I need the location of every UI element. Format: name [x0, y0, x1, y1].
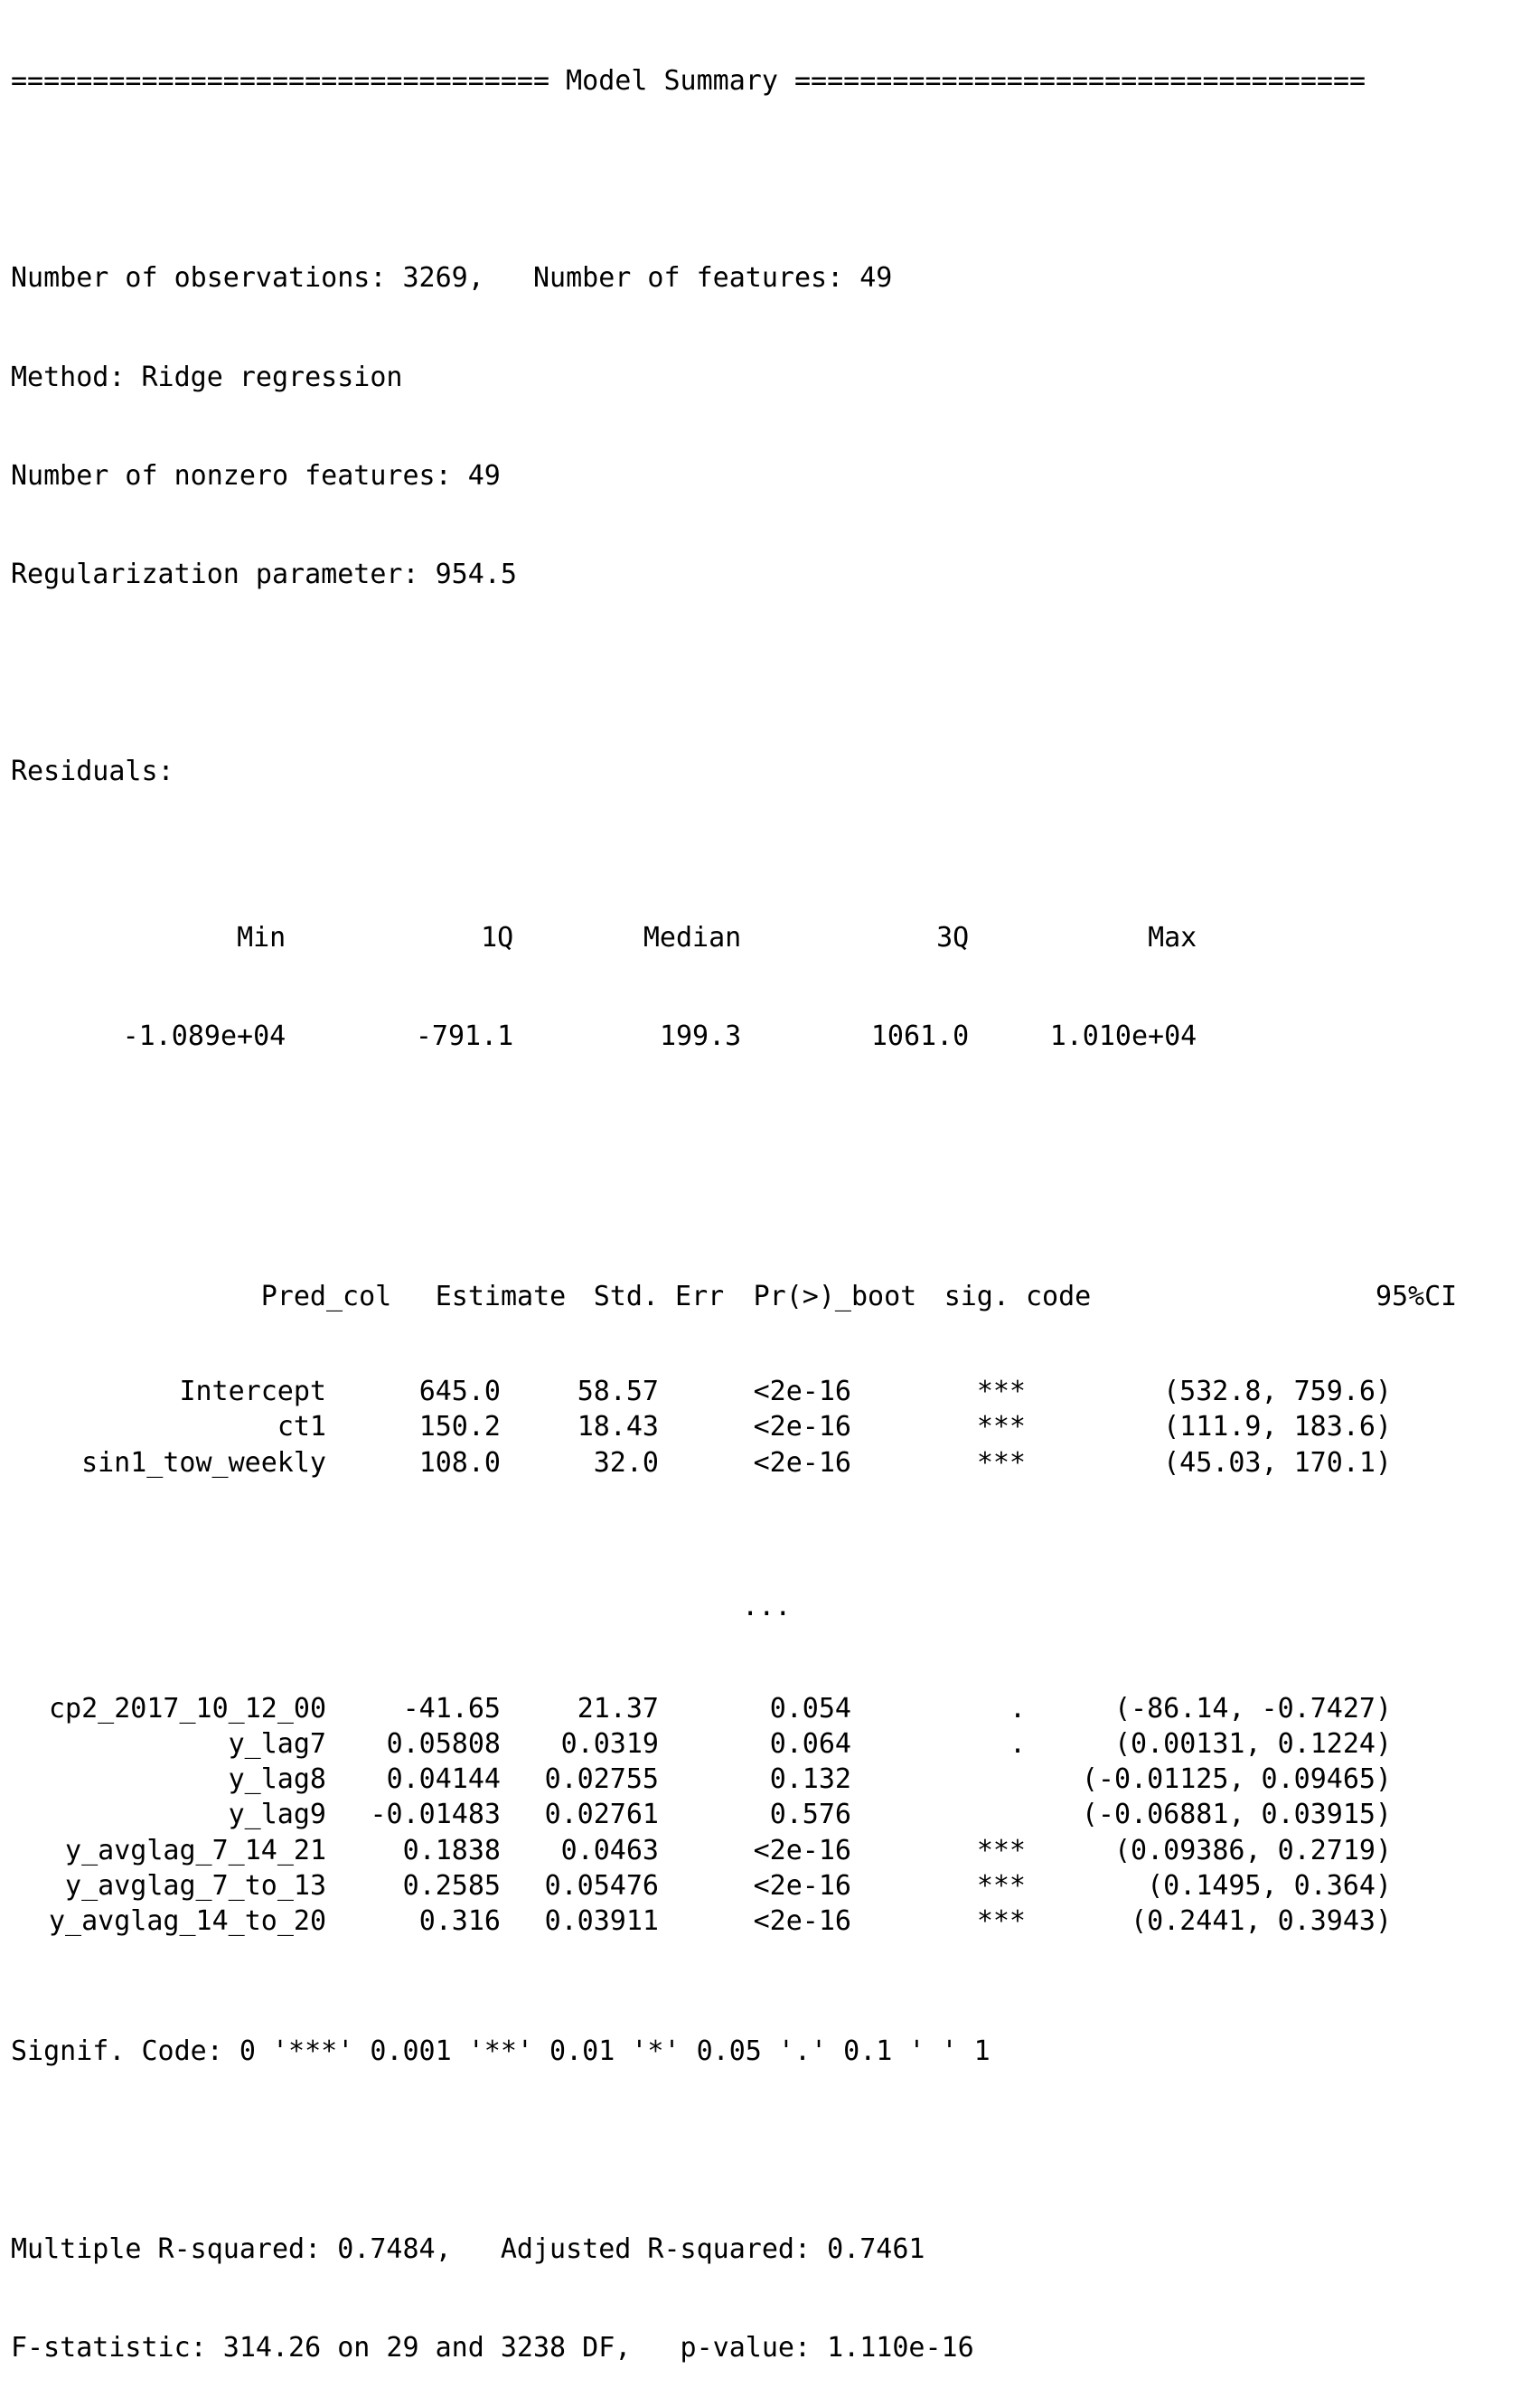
- coef-header-estimate: Estimate: [435, 1281, 567, 1313]
- residuals-values-row: [11, 983, 1529, 1052]
- table-row: [11, 1374, 1529, 1409]
- coef-estimate: -41.65: [402, 1692, 501, 1725]
- coef-estimate: -0.01483: [370, 1799, 501, 1831]
- coef-estimate: 108.0: [418, 1446, 501, 1479]
- coef-table-header-row: [11, 1244, 1529, 1313]
- residuals-header-median: Median: [643, 921, 742, 954]
- coef-pred-col: y_avglag_7_14_21: [65, 1834, 326, 1866]
- coef-sig-code: ***: [976, 1376, 1026, 1408]
- coef-std-err: 0.0319: [560, 1728, 659, 1760]
- residuals-value-max: 1.010e+04: [1049, 1020, 1197, 1052]
- coef-std-err: 0.0463: [560, 1834, 659, 1866]
- coef-ellipsis-row: [11, 1575, 1529, 1622]
- coef-pred-col: y_avglag_14_to_20: [48, 1904, 326, 1937]
- coef-pvalue: <2e-16: [753, 1411, 851, 1443]
- coef-pvalue: <2e-16: [753, 1869, 851, 1902]
- coef-sig-code: .: [1009, 1728, 1026, 1760]
- coef-sig-code: ***: [976, 1869, 1026, 1902]
- regularization-line: Regularization parameter: 954.5: [11, 558, 517, 590]
- coef-header-ci: 95%CI: [1375, 1281, 1458, 1313]
- coef-ci: (0.2441, 0.3943): [1131, 1904, 1392, 1937]
- coef-pvalue: <2e-16: [753, 1446, 851, 1479]
- blank-line: [11, 2132, 1529, 2167]
- nonzero-features-line: Number of nonzero features: 49: [11, 459, 501, 492]
- coef-std-err: 32.0: [593, 1446, 659, 1479]
- f-statistic-line: F-statistic: 314.26 on 29 and 3238 DF, p-value: 1.110e-16: [11, 2331, 974, 2364]
- coef-pred-col: y_lag9: [228, 1799, 326, 1831]
- coef-sig-code: ***: [976, 1411, 1026, 1443]
- r-squared-line: Multiple R-squared: 0.7484, Adjusted R-squared: 0.7461: [11, 2232, 925, 2265]
- coef-pvalue: <2e-16: [753, 1376, 851, 1408]
- coef-header-pred-col: Pred_col: [260, 1281, 392, 1313]
- observations-features-line: Number of observations: 3269, Number of features: 49: [11, 262, 893, 295]
- coef-header-sig-code: sig. code: [944, 1281, 1092, 1313]
- residuals-header-min: Min: [237, 921, 286, 954]
- coef-ci: (-0.06881, 0.03915): [1081, 1799, 1392, 1831]
- residuals-header-row: [11, 885, 1529, 954]
- table-row: [11, 1409, 1529, 1444]
- residuals-header-1q: 1Q: [481, 921, 514, 954]
- summary-title-rule: ================================= Model Summary ===================================: [11, 65, 1366, 97]
- coef-estimate: 0.316: [418, 1904, 501, 1937]
- coef-estimate: 0.04144: [386, 1763, 501, 1796]
- coef-pvalue: 0.132: [769, 1763, 851, 1796]
- coef-pred-col: y_lag8: [228, 1763, 326, 1796]
- table-row: [11, 1868, 1529, 1904]
- coef-pvalue: 0.054: [769, 1692, 851, 1725]
- coef-pvalue: <2e-16: [753, 1904, 851, 1937]
- table-row: [11, 1691, 1529, 1726]
- coef-estimate: 150.2: [418, 1411, 501, 1443]
- coef-table-rows-bottom: [11, 1691, 1529, 1939]
- blank-line: [11, 162, 1529, 197]
- coef-ci: (0.09386, 0.2719): [1113, 1834, 1392, 1866]
- coef-header-pvalue: Pr(>)_boot: [753, 1281, 917, 1313]
- coef-std-err: 21.37: [577, 1692, 659, 1725]
- method-line: Method: Ridge regression: [11, 361, 403, 393]
- coef-ci: (0.1495, 0.364): [1147, 1869, 1392, 1902]
- blank-line: [11, 655, 1529, 691]
- coef-ci: (532.8, 759.6): [1163, 1376, 1392, 1408]
- residuals-value-3q: 1061.0: [870, 1020, 970, 1052]
- table-row: [11, 1762, 1529, 1797]
- coef-ellipsis: ...: [742, 1590, 792, 1622]
- coef-pred-col: sin1_tow_weekly: [81, 1446, 326, 1479]
- coef-estimate: 0.05808: [386, 1728, 501, 1760]
- coef-sig-code: ***: [976, 1834, 1026, 1866]
- residuals-header-3q: 3Q: [936, 921, 970, 954]
- coef-ci: (111.9, 183.6): [1163, 1411, 1392, 1443]
- coef-pvalue: 0.576: [769, 1799, 851, 1831]
- coef-sig-code: ***: [976, 1446, 1026, 1479]
- residuals-value-1q: -791.1: [415, 1020, 514, 1052]
- table-row: [11, 1797, 1529, 1832]
- coef-pvalue: 0.064: [769, 1728, 851, 1760]
- residuals-header-max: Max: [1148, 921, 1197, 954]
- coef-table-rows-top: [11, 1374, 1529, 1480]
- model-summary-output: [11, 0, 1529, 2397]
- table-row: [11, 1833, 1529, 1868]
- coef-std-err: 0.05476: [544, 1869, 659, 1902]
- coef-estimate: 645.0: [418, 1376, 501, 1408]
- coef-sig-code: .: [1009, 1692, 1026, 1725]
- coef-pred-col: y_lag7: [228, 1728, 326, 1760]
- coef-pred-col: Intercept: [179, 1376, 326, 1408]
- coef-pred-col: cp2_2017_10_12_00: [48, 1692, 326, 1725]
- coef-estimate: 0.1838: [402, 1834, 501, 1866]
- coef-ci: (-0.01125, 0.09465): [1081, 1763, 1392, 1796]
- coef-header-std-err: Std. Err: [593, 1281, 725, 1313]
- residuals-value-min: -1.089e+04: [122, 1020, 286, 1052]
- coef-std-err: 58.57: [577, 1376, 659, 1408]
- table-row: [11, 1726, 1529, 1762]
- coef-ci: (-86.14, -0.7427): [1113, 1692, 1392, 1725]
- coef-std-err: 0.02755: [544, 1763, 659, 1796]
- coef-std-err: 0.03911: [544, 1904, 659, 1937]
- table-row: [11, 1904, 1529, 1939]
- coef-pred-col: ct1: [277, 1411, 326, 1443]
- coef-ci: (0.00131, 0.1224): [1113, 1728, 1392, 1760]
- residuals-label: Residuals:: [11, 756, 174, 788]
- coef-ci: (45.03, 170.1): [1163, 1446, 1392, 1479]
- table-row: [11, 1445, 1529, 1480]
- coef-std-err: 18.43: [577, 1411, 659, 1443]
- coef-estimate: 0.2585: [402, 1869, 501, 1902]
- coef-pred-col: y_avglag_7_to_13: [65, 1869, 326, 1902]
- coef-pvalue: <2e-16: [753, 1834, 851, 1866]
- coef-std-err: 0.02761: [544, 1799, 659, 1831]
- coef-sig-code: ***: [976, 1904, 1026, 1937]
- signif-codes-line: Signif. Code: 0 '***' 0.001 '**' 0.01 '*' 0.05 '.' 0.1 ' ' 1: [11, 2035, 991, 2068]
- residuals-value-median: 199.3: [659, 1020, 742, 1052]
- blank-line: [11, 1114, 1529, 1149]
